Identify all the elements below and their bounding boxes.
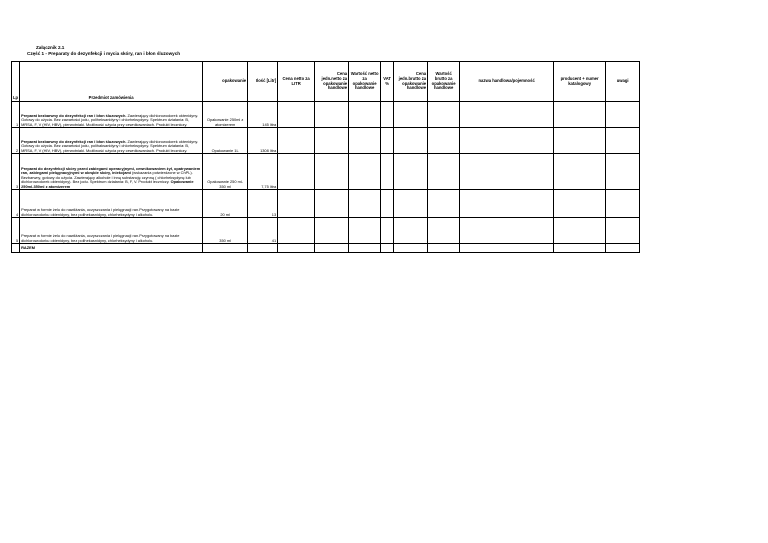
item-packaging-note: Opakowanie 250ml-350ml z atomizerem xyxy=(21,179,194,189)
cell-notes[interactable] xyxy=(606,154,640,190)
cell-gross-per-pack[interactable] xyxy=(394,154,428,190)
item-quantity: 145 litra xyxy=(248,102,278,128)
cell-notes[interactable] xyxy=(606,218,640,244)
cell-producer[interactable] xyxy=(554,154,606,190)
cell-net-value[interactable] xyxy=(349,128,381,154)
table-row xyxy=(12,102,640,128)
cell-net-per-litre[interactable] xyxy=(278,102,315,128)
item-body: Preparat w formie żelu do nawilżania, oczyszczania i pielęgnacji ran.Przygotowany na bazie dichlorowodorku oktenidyny, bez polihekasnidyny, chlorheksydyny i alkoholu. xyxy=(21,233,180,243)
table-row xyxy=(12,128,640,154)
cell-net-per-pack[interactable] xyxy=(315,102,349,128)
cell-gross-value[interactable] xyxy=(428,218,460,244)
item-title: Preparat bezbarwny do dezynfekcji ran i błon śluzowych. xyxy=(21,112,127,118)
cell-vat[interactable] xyxy=(381,154,394,190)
cell-trade-name[interactable] xyxy=(460,218,554,244)
col-notes-header: uwagi xyxy=(606,62,640,102)
col-gross-per-pack-header: Cena jedn.brutto za opakowanie handlowe xyxy=(394,62,428,102)
cell-net-per-pack[interactable] xyxy=(315,190,349,218)
cell-net-value[interactable] xyxy=(349,154,381,190)
table-row xyxy=(12,154,640,190)
total-row xyxy=(12,244,640,253)
item-description xyxy=(20,102,203,128)
col-net-per-litre-header: Cena netto za LITR xyxy=(278,62,315,102)
cell-gross-per-pack[interactable] xyxy=(394,190,428,218)
row-number: 1 xyxy=(12,102,20,128)
total-net-value[interactable] xyxy=(349,244,381,253)
item-body: Preparat w formie żelu do nawilżania, oczyszczania i pielęgnacji ran.Przygotowany na bazie dichlorowodorku oktenidyny, bez polihekasnidyny, chlorheksydyny i alkoholu. xyxy=(21,207,180,217)
item-quantity: 1308 litra xyxy=(248,128,278,154)
cell-net-per-litre[interactable] xyxy=(278,154,315,190)
table-header-row xyxy=(12,62,640,102)
total-net-per-pack[interactable] xyxy=(315,244,349,253)
row-number: 5 xyxy=(12,218,20,244)
cell-vat[interactable] xyxy=(381,218,394,244)
cell-gross-value[interactable] xyxy=(428,190,460,218)
cell-net-per-pack[interactable] xyxy=(315,218,349,244)
cell-gross-value[interactable] xyxy=(428,102,460,128)
cell-net-value[interactable] xyxy=(349,102,381,128)
item-title: Preparat do dezynfekcji skóry przed zabiegami operacyjnymi, cewnikowaniem żył, opatrywaniem ran, zabiegami pielęgnacyjnymi w obrębie skóry, iniekcjami xyxy=(21,165,201,176)
offer-table xyxy=(11,61,640,253)
col-net-per-pack-header: Cena jedn.netto za opakowanie handlowe xyxy=(315,62,349,102)
cell-net-value[interactable] xyxy=(349,190,381,218)
total-trade-name xyxy=(460,244,554,253)
total-producer xyxy=(554,244,606,253)
item-quantity: 13 xyxy=(248,190,278,218)
cell-net-per-litre[interactable] xyxy=(278,190,315,218)
cell-producer[interactable] xyxy=(554,128,606,154)
col-producer-header: producent + numer katalogowy xyxy=(554,62,606,102)
col-item-header: Przedmiot zamówienia xyxy=(20,62,203,102)
cell-notes[interactable] xyxy=(606,190,640,218)
total-lp-cell xyxy=(12,244,20,253)
cell-trade-name[interactable] xyxy=(460,102,554,128)
cell-trade-name[interactable] xyxy=(460,128,554,154)
item-body: Zawierający dichlorowodorek oktenidyny. Gotowy do użycia. Bez zawartości jodu, poliheksanidyny i chlorheksydyny. Spektrum działania: B, MRSA, F, V (HIV, HBV), pierwotniaki. Możliwość użycia przy cewnikowaniach. Produkt leczniczy. xyxy=(21,112,199,127)
item-description xyxy=(20,218,203,244)
cell-trade-name[interactable] xyxy=(460,190,554,218)
cell-net-per-litre[interactable] xyxy=(278,218,315,244)
item-packaging: Opakowanie 250ml z atomizerem xyxy=(203,102,248,128)
cell-notes[interactable] xyxy=(606,102,640,128)
total-gross-per-pack[interactable] xyxy=(394,244,428,253)
item-body: Zawierający dichlorowodorek oktenidyny. Gotowy do użycia. Bez zawartości jodu, polihaksanidyny i chlorheksydyny. Spektrum działania: B, MRSA, F, V (HIV, HBV), pierwotniaki. Możliwość użycia przy cewnikowaniach. Produkt leczniczy. xyxy=(21,138,199,153)
cell-producer[interactable] xyxy=(554,190,606,218)
item-quantity: 41 xyxy=(248,218,278,244)
cell-gross-per-pack[interactable] xyxy=(394,102,428,128)
total-net-per-litre[interactable] xyxy=(278,244,315,253)
cell-gross-per-pack[interactable] xyxy=(394,128,428,154)
part-subtitle: Część 1 - Preparaty do dezynfekcji i mycia skóry, ran i błon śluzowych xyxy=(27,51,181,56)
col-gross-value-header: Wartość brutto za opakowanie handlowe xyxy=(428,62,460,102)
row-number: 4 xyxy=(12,190,20,218)
cell-net-per-pack[interactable] xyxy=(315,128,349,154)
total-gross-value[interactable] xyxy=(428,244,460,253)
item-title: Preparat bezbarwny do dezynfekcji ran i błon śluzowych. xyxy=(21,138,127,144)
item-description xyxy=(20,190,203,218)
total-label: RAZEM xyxy=(20,244,203,253)
cell-gross-value[interactable] xyxy=(428,154,460,190)
cell-net-value[interactable] xyxy=(349,218,381,244)
attachment-title: Załącznik 2.1 xyxy=(36,45,65,50)
row-number: 2 xyxy=(12,128,20,154)
col-pack-header: opakowanie xyxy=(203,62,248,102)
cell-gross-per-pack[interactable] xyxy=(394,218,428,244)
col-net-value-header: Wartość netto za opakowanie handlowe xyxy=(349,62,381,102)
cell-net-per-pack[interactable] xyxy=(315,154,349,190)
table-row xyxy=(12,218,640,244)
cell-vat[interactable] xyxy=(381,102,394,128)
cell-vat[interactable] xyxy=(381,190,394,218)
item-description xyxy=(20,128,203,154)
cell-gross-value[interactable] xyxy=(428,128,460,154)
item-body: (wskazania potwierdzone w ChPL). Bezbarwny, gotowy do użycia. Zawierający alkohole i inną substancję czynną ( chlorheksydynę lub dichlorowodorek oktenidyny). Bez jodu. Spektrum działania: B, F, V. Produkt leczniczy. xyxy=(21,170,193,185)
item-description xyxy=(20,154,203,190)
cell-notes[interactable] xyxy=(606,128,640,154)
col-lp-header: Lp xyxy=(12,62,20,102)
total-pack-cell xyxy=(203,244,248,253)
cell-producer[interactable] xyxy=(554,218,606,244)
item-packaging: Opakowanie 250 ml-350 ml xyxy=(203,154,248,190)
table-row xyxy=(12,190,640,218)
cell-producer[interactable] xyxy=(554,102,606,128)
item-packaging: 350 ml xyxy=(203,218,248,244)
row-number: 3 xyxy=(12,154,20,190)
col-qty-header: Ilość [Litr] xyxy=(248,62,278,102)
cell-trade-name[interactable] xyxy=(460,154,554,190)
total-notes xyxy=(606,244,640,253)
col-vat-header: VAT % xyxy=(381,62,394,102)
item-packaging: Opakowanie 1L xyxy=(203,128,248,154)
cell-net-per-litre[interactable] xyxy=(278,128,315,154)
total-vat[interactable] xyxy=(381,244,394,253)
col-trade-name-header: nazwa handlowa/pojemność xyxy=(460,62,554,102)
item-packaging: 20 ml xyxy=(203,190,248,218)
cell-vat[interactable] xyxy=(381,128,394,154)
item-quantity: 7,75 litra xyxy=(248,154,278,190)
total-qty-cell xyxy=(248,244,278,253)
